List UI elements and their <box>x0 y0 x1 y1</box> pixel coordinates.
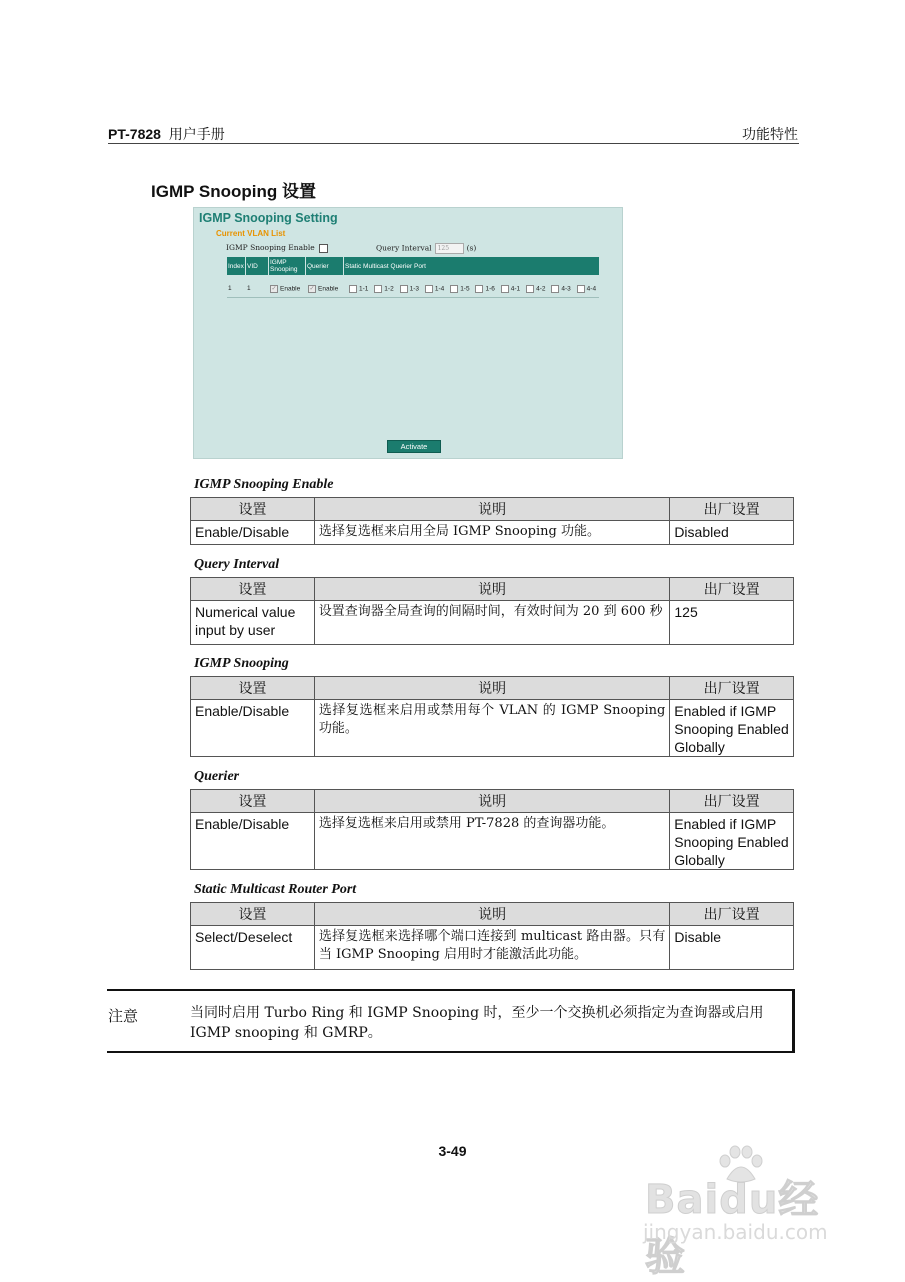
igmp-enable-checkbox[interactable] <box>319 244 328 253</box>
query-interval-input[interactable]: 125 <box>435 243 464 254</box>
page-number: 3-49 <box>438 1143 467 1159</box>
col-vid: VID <box>245 257 269 275</box>
row-igmp <box>270 285 300 293</box>
igmp-settings-screenshot <box>193 207 623 459</box>
cell-default: Enabled if IGMP Snooping Enabled Globally <box>670 700 794 757</box>
port-label: 1-6 <box>485 285 495 293</box>
baidu-watermark <box>640 1140 855 1280</box>
header-doc-title <box>108 124 225 144</box>
query-interval-row <box>376 243 476 254</box>
port-label: 1-4 <box>434 285 445 293</box>
row-igmp-checkbox[interactable]: ✓ <box>271 286 277 292</box>
th-description: 说明 <box>314 498 669 521</box>
th-setting: 设置 <box>191 903 315 926</box>
port-item[interactable] <box>450 285 475 293</box>
cell-description: 选择复选框来启用全局 IGMP Snooping 功能。 <box>314 521 669 545</box>
port-item[interactable] <box>425 285 450 293</box>
settings-table-static-multicast <box>190 902 794 970</box>
settings-table-querier <box>190 789 794 870</box>
cell-default: Disable <box>670 926 794 970</box>
th-description: 说明 <box>314 578 670 601</box>
query-interval-unit: (s) <box>466 243 477 253</box>
cell-setting: Enable/Disable <box>191 521 315 545</box>
row-querier-label: Enable <box>318 285 339 293</box>
th-description: 说明 <box>314 677 669 700</box>
port-label: 1-1 <box>359 285 369 293</box>
port-item[interactable] <box>501 285 526 293</box>
row-vid: 1 <box>247 285 251 292</box>
row-querier <box>308 285 338 293</box>
panel-subtitle: Current VLAN List <box>216 229 286 238</box>
cell-setting: Enable/Disable <box>191 700 315 757</box>
cell-default: Disabled <box>670 521 794 545</box>
port-checkbox[interactable] <box>501 285 509 293</box>
table-caption-igmp-enable: IGMP Snooping Enable <box>194 477 334 492</box>
port-checkbox[interactable] <box>400 285 408 293</box>
th-default: 出厂设置 <box>670 790 794 813</box>
table-caption-static-multicast: Static Multicast Router Port <box>194 882 357 897</box>
port-item[interactable] <box>475 285 500 293</box>
port-label: 4-2 <box>536 285 546 293</box>
port-checkbox[interactable] <box>577 285 585 293</box>
vlan-row-divider <box>227 297 599 298</box>
cell-setting: Select/Deselect <box>191 926 315 970</box>
cell-description: 选择复选框来启用或禁用 PT-7828 的查询器功能。 <box>314 813 669 870</box>
cell-description: 设置查询器全局查询的间隔时间，有效时间为 20 到 600 秒 <box>314 601 670 645</box>
th-setting: 设置 <box>191 677 315 700</box>
query-interval-label: Query Interval <box>376 243 432 253</box>
row-querier-checkbox[interactable]: ✓ <box>309 286 315 292</box>
col-static-port: Static Multicast Querier Port <box>343 257 599 275</box>
table-caption-querier: Querier <box>194 769 240 784</box>
col-igmp-snooping: IGMP Snooping <box>268 257 306 275</box>
port-checkbox[interactable] <box>425 285 433 293</box>
port-label: 1-5 <box>460 285 470 293</box>
port-label: 4-1 <box>510 285 521 293</box>
port-label: 1-2 <box>384 285 394 293</box>
section-title: IGMP Snooping 设置 <box>151 182 316 201</box>
port-item[interactable] <box>577 285 602 293</box>
th-default: 出厂设置 <box>670 677 794 700</box>
row-igmp-label: Enable <box>280 285 301 293</box>
header-chapter: 功能特性 <box>742 126 798 142</box>
port-checkbox[interactable] <box>450 285 458 293</box>
watermark-brand: Baidu经验 <box>645 1177 820 1280</box>
col-querier: Querier <box>305 257 344 275</box>
settings-table-query-interval <box>190 577 794 645</box>
th-default: 出厂设置 <box>670 578 794 601</box>
igmp-enable-label: IGMP Snooping Enable <box>226 243 315 252</box>
activate-button[interactable]: Activate <box>387 440 441 453</box>
cell-description: 选择复选框来启用或禁用每个 VLAN 的 IGMP Snooping 功能。 <box>314 700 669 757</box>
port-item[interactable] <box>551 285 576 293</box>
row-index: 1 <box>228 285 232 292</box>
port-label: 4-3 <box>561 285 571 293</box>
watermark-url: jingyan.baidu.com <box>643 1220 828 1244</box>
th-setting: 设置 <box>191 498 315 521</box>
settings-table-igmp-snooping <box>190 676 794 757</box>
port-checkbox[interactable] <box>526 285 534 293</box>
th-description: 说明 <box>314 790 669 813</box>
port-checkbox[interactable] <box>475 285 483 293</box>
port-checkbox[interactable] <box>374 285 382 293</box>
header-rule <box>108 143 799 144</box>
settings-table-igmp-enable <box>190 497 794 545</box>
doc-code: PT-7828 <box>108 126 161 142</box>
cell-default: Enabled if IGMP Snooping Enabled Globally <box>670 813 794 870</box>
port-label: 1-3 <box>409 285 419 293</box>
cell-setting: Numerical value input by user <box>191 601 315 645</box>
igmp-enable-row <box>226 243 328 253</box>
static-port-list <box>349 285 602 293</box>
th-setting: 设置 <box>191 578 315 601</box>
note-label: 注意 <box>108 1007 139 1025</box>
port-item[interactable] <box>526 285 551 293</box>
th-default: 出厂设置 <box>670 498 794 521</box>
table-caption-igmp-snooping: IGMP Snooping <box>194 656 289 671</box>
port-label: 4-4 <box>586 285 597 293</box>
port-item[interactable] <box>374 285 399 293</box>
note-text: 当同时启用 Turbo Ring 和 IGMP Snooping 时，至少一个交换机必须指定为查询器或启用 IGMP snooping 和 GMRP。 <box>190 1005 764 1041</box>
cell-setting: Enable/Disable <box>191 813 315 870</box>
port-checkbox[interactable] <box>349 285 357 293</box>
port-checkbox[interactable] <box>551 285 559 293</box>
cell-default: 125 <box>670 601 794 645</box>
vlan-table-header <box>227 257 599 275</box>
th-default: 出厂设置 <box>670 903 794 926</box>
th-setting: 设置 <box>191 790 315 813</box>
table-caption-query-interval: Query Interval <box>194 557 280 572</box>
cell-description: 选择复选框来选择哪个端口连接到 multicast 路由器。只有当 IGMP Snooping 启用时才能激活此功能。 <box>314 926 669 970</box>
port-item[interactable] <box>400 285 425 293</box>
th-description: 说明 <box>314 903 669 926</box>
doc-title: 用户手册 <box>168 126 225 142</box>
port-item[interactable] <box>349 285 374 293</box>
col-index: Index <box>228 262 244 270</box>
panel-title: IGMP Snooping Setting <box>199 211 338 225</box>
